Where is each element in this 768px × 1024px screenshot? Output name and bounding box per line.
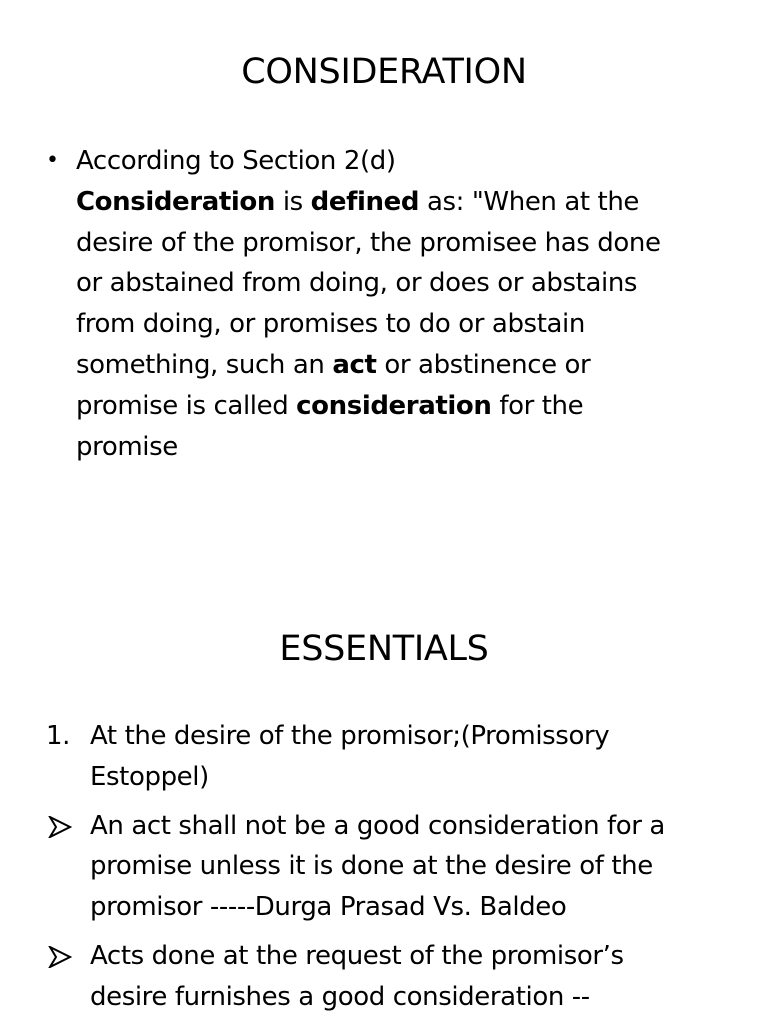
- list-item-arrow: [46, 806, 746, 928]
- text-segment: is: [274, 186, 311, 217]
- page-title-consideration: CONSIDERATION: [241, 52, 527, 92]
- arrow-bullet-icon: [48, 816, 72, 838]
- term-consideration: Consideration: [76, 186, 275, 217]
- list-item-line: Acts done at the request of the promisor’s: [90, 940, 624, 971]
- text-segment: promise is called: [76, 390, 297, 421]
- text-segment: for the: [491, 390, 584, 421]
- page-title-essentials: ESSENTIALS: [279, 629, 489, 669]
- term-consideration-2: consideration: [296, 390, 492, 421]
- definition-line-6: [76, 386, 746, 427]
- bullet-dot-icon: •: [46, 148, 59, 173]
- list-item-line: At the desire of the promisor;(Promissory: [90, 721, 610, 751]
- section-reference: According to Section 2(d): [76, 146, 396, 176]
- list-item-arrow: [46, 936, 746, 1018]
- definition-line-4: from doing, or promises to do or abstain: [76, 309, 585, 340]
- text-segment: or abstinence or: [376, 349, 591, 380]
- arrow-bullet-icon: [48, 946, 72, 968]
- list-item-numbered: [46, 716, 746, 798]
- definition-line-2: desire of the promisor, the promisee has done: [76, 227, 661, 258]
- list-item-line: An act shall not be a good consideration for a: [90, 810, 665, 841]
- definition-line-1: [76, 182, 746, 223]
- list-item-line: desire furnishes a good consideration --: [90, 981, 590, 1012]
- term-act: act: [332, 349, 377, 380]
- list-item-line: Estoppel): [90, 761, 209, 792]
- definition-line-7: promise: [76, 431, 178, 462]
- list-item-line: promise unless it is done at the desire of the: [90, 851, 653, 882]
- text-segment: something, such an: [76, 349, 333, 380]
- definition-line-5: [76, 345, 746, 386]
- list-item-line: promisor -----Durga Prasad Vs. Baldeo: [90, 892, 567, 923]
- text-segment: as: "When at the: [419, 186, 640, 217]
- essentials-list: [46, 716, 746, 1018]
- list-number: 1.: [46, 721, 71, 751]
- definition-line-3: or abstained from doing, or does or abstains: [76, 268, 638, 299]
- term-defined: defined: [310, 186, 420, 217]
- definition-text: [76, 141, 746, 467]
